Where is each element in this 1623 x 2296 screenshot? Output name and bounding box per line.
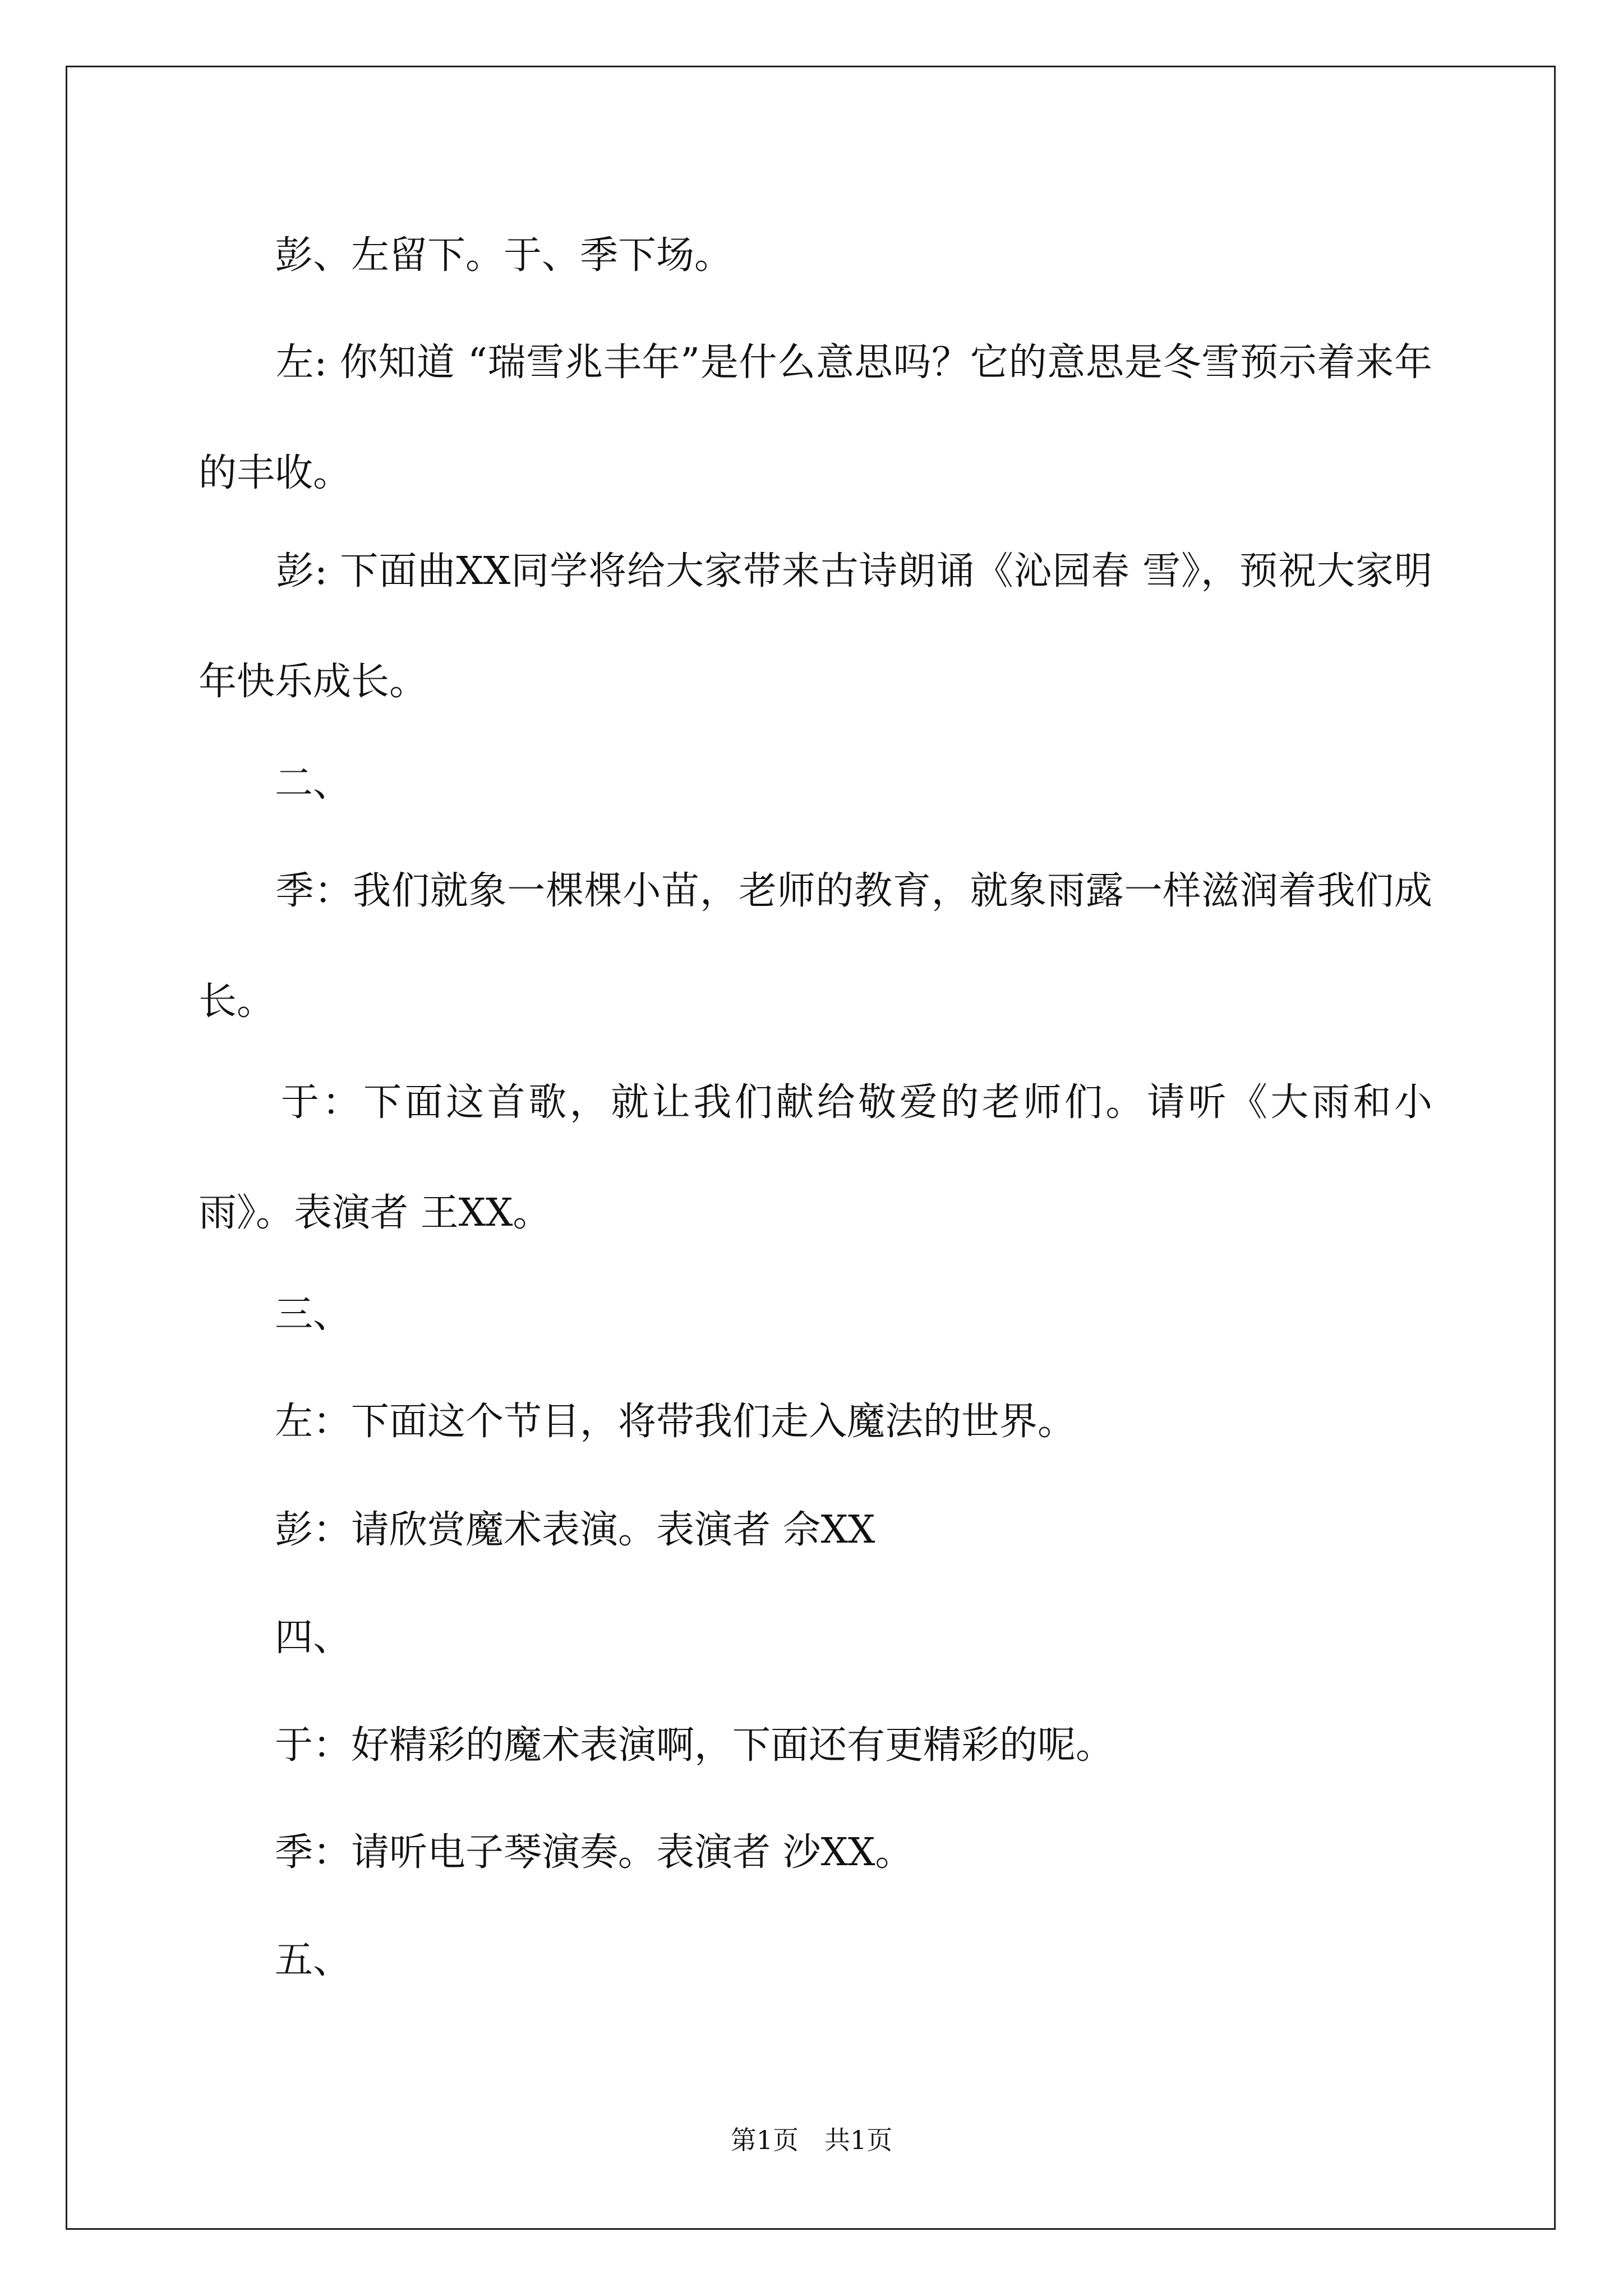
paragraph-9: 彭：请欣赏魔术表演。表演者 佘XX	[199, 1508, 875, 1552]
paragraph-8: 左：下面这个节目，将带我们走入魔法的世界。	[199, 1400, 1076, 1444]
paragraph-5: 季：我们就象一棵棵小苗，老师的教育，就象雨露一样滋润着我们成长。	[199, 869, 1432, 1024]
paragraph-1: 彭、左留下。于、季下场。	[199, 233, 733, 278]
paragraph-6: 于：下面这首歌，就让我们献给敬爱的老师们。请听《大雨和小雨》。表演者 王XX。	[199, 1080, 1432, 1235]
paragraph-12: 季：请听电子琴演奏。表演者 沙XX。	[199, 1830, 914, 1875]
paragraph-4: 二、	[199, 761, 352, 806]
paragraph-3: 彭: 下面曲XX同学将给大家带来古诗朗诵《沁园春 雪》，预祝大家明年快乐成长。	[199, 549, 1432, 704]
paragraph-7: 三、	[199, 1292, 352, 1337]
paragraph-13: 五、	[199, 1938, 352, 1982]
paragraph-2: 左: 你知道 “瑞雪兆丰年”是什么意思吗？它的意思是冬雪预示着来年的丰收。	[199, 341, 1432, 495]
page-footer: 第1页 共1页	[730, 2125, 893, 2155]
paragraph-11: 于：好精彩的魔术表演啊，下面还有更精彩的呢。	[199, 1723, 1114, 1768]
paragraph-10: 四、	[199, 1616, 352, 1660]
